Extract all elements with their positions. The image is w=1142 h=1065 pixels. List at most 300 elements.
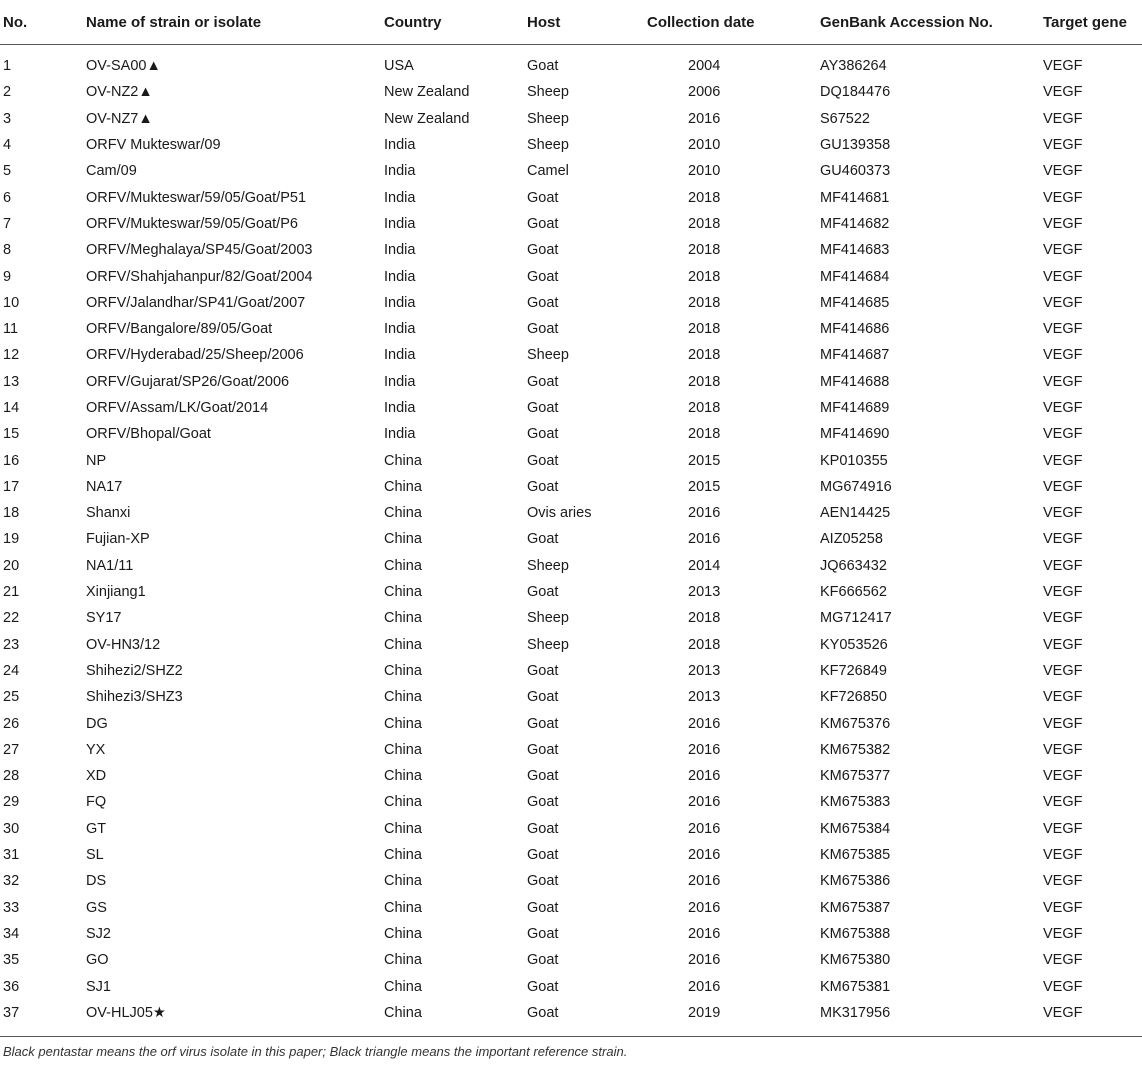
- table-bottom-rule: [0, 1036, 1142, 1037]
- cell-collection-date: 2019: [688, 1004, 721, 1021]
- cell-no: 24: [3, 662, 20, 679]
- cell-strain-name: GT: [86, 820, 107, 837]
- cell-collection-date: 2018: [688, 636, 721, 653]
- cell-collection-date: 2016: [688, 847, 721, 864]
- cell-host: Goat: [527, 531, 559, 548]
- cell-country: China: [384, 715, 422, 732]
- cell-no: 4: [3, 137, 12, 154]
- cell-target-gene: VEGF: [1043, 610, 1083, 627]
- cell-collection-date: 2016: [688, 899, 721, 916]
- cell-no: 28: [3, 768, 20, 785]
- cell-no: 11: [3, 321, 19, 338]
- cell-target-gene: VEGF: [1043, 215, 1083, 232]
- cell-host: Camel: [527, 163, 569, 180]
- cell-host: Goat: [527, 1004, 559, 1021]
- cell-country: India: [384, 268, 416, 285]
- cell-no: 12: [3, 347, 20, 364]
- cell-host: Sheep: [527, 610, 569, 627]
- cell-country: China: [384, 689, 422, 706]
- cell-genbank-accession: KY053526: [820, 636, 888, 653]
- cell-no: 9: [3, 268, 12, 285]
- cell-collection-date: 2016: [688, 820, 721, 837]
- cell-host: Goat: [527, 294, 559, 311]
- table-row: [0, 500, 1142, 526]
- cell-target-gene: VEGF: [1043, 84, 1083, 101]
- cell-genbank-accession: KM675384: [820, 820, 891, 837]
- cell-host: Goat: [527, 794, 559, 811]
- cell-collection-date: 2018: [688, 321, 721, 338]
- cell-target-gene: VEGF: [1043, 531, 1083, 548]
- cell-strain-name: FQ: [86, 794, 107, 811]
- header-collection-date: Collection date: [647, 0, 820, 45]
- table-header: [0, 0, 1142, 45]
- cell-host: Goat: [527, 689, 559, 706]
- cell-no: 26: [3, 715, 20, 732]
- cell-host: Goat: [527, 452, 559, 469]
- cell-target-gene: VEGF: [1043, 426, 1083, 443]
- cell-country: China: [384, 978, 422, 995]
- cell-collection-date: 2018: [688, 373, 721, 390]
- cell-target-gene: VEGF: [1043, 400, 1083, 416]
- table-row: [0, 447, 1142, 473]
- cell-target-gene: VEGF: [1043, 820, 1083, 837]
- cell-host: Goat: [527, 478, 559, 495]
- cell-host: Goat: [527, 189, 559, 206]
- cell-target-gene: VEGF: [1043, 242, 1083, 259]
- cell-target-gene: VEGF: [1043, 794, 1083, 811]
- cell-no: 29: [3, 794, 20, 811]
- table-row: [0, 684, 1142, 710]
- cell-target-gene: VEGF: [1043, 505, 1083, 522]
- cell-country: India: [384, 242, 416, 259]
- cell-target-gene: VEGF: [1043, 847, 1083, 864]
- cell-host: Goat: [527, 662, 559, 679]
- cell-strain-name: OV-HLJ05★: [86, 1004, 166, 1021]
- cell-country: China: [384, 557, 422, 574]
- table-row: [0, 316, 1142, 342]
- table-row: [0, 184, 1142, 210]
- cell-genbank-accession: MF414684: [820, 268, 890, 285]
- cell-strain-name: SJ1: [86, 978, 111, 995]
- cell-strain-name: SL: [86, 847, 104, 864]
- cell-collection-date: 2016: [688, 715, 721, 732]
- cell-host: Goat: [527, 373, 559, 390]
- cell-genbank-accession: KF726849: [820, 662, 887, 679]
- cell-genbank-accession: MF414681: [820, 189, 890, 206]
- cell-target-gene: VEGF: [1043, 952, 1083, 969]
- cell-host: Goat: [527, 426, 559, 443]
- cell-target-gene: VEGF: [1043, 689, 1083, 706]
- cell-strain-name: ORFV Mukteswar/09: [86, 137, 221, 154]
- cell-target-gene: VEGF: [1043, 662, 1083, 679]
- cell-target-gene: VEGF: [1043, 557, 1083, 574]
- cell-collection-date: 2016: [688, 952, 721, 969]
- cell-target-gene: VEGF: [1043, 163, 1083, 180]
- cell-genbank-accession: KM675386: [820, 873, 891, 890]
- cell-country: China: [384, 505, 422, 522]
- cell-no: 30: [3, 820, 20, 837]
- cell-target-gene: VEGF: [1043, 321, 1083, 338]
- cell-no: 8: [3, 242, 12, 259]
- cell-genbank-accession: AIZ05258: [820, 531, 883, 548]
- cell-country: India: [384, 137, 416, 154]
- cell-host: Goat: [527, 899, 559, 916]
- cell-strain-name: YX: [86, 741, 106, 758]
- cell-collection-date: 2018: [688, 347, 721, 364]
- table-row: [0, 816, 1142, 842]
- cell-collection-date: 2018: [688, 426, 721, 443]
- cell-strain-name: ORFV/Bangalore/89/05/Goat: [86, 321, 273, 338]
- cell-no: 22: [3, 610, 20, 627]
- cell-collection-date: 2014: [688, 557, 721, 574]
- cell-target-gene: VEGF: [1043, 137, 1083, 154]
- cell-country: India: [384, 373, 416, 390]
- cell-country: India: [384, 400, 416, 416]
- cell-genbank-accession: KM675387: [820, 899, 891, 916]
- cell-country: New Zealand: [384, 84, 470, 101]
- cell-host: Goat: [527, 978, 559, 995]
- cell-host: Sheep: [527, 557, 569, 574]
- table-row: [0, 553, 1142, 579]
- cell-collection-date: 2015: [688, 478, 721, 495]
- cell-country: China: [384, 794, 422, 811]
- cell-target-gene: VEGF: [1043, 741, 1083, 758]
- cell-no: 27: [3, 741, 20, 758]
- header-target-gene: Target gene: [1043, 0, 1142, 45]
- cell-collection-date: 2016: [688, 925, 721, 942]
- cell-strain-name: XD: [86, 768, 107, 785]
- cell-no: 14: [3, 400, 20, 416]
- table-row: [0, 895, 1142, 921]
- table-row: [0, 342, 1142, 368]
- cell-genbank-accession: KM675383: [820, 794, 891, 811]
- cell-genbank-accession: S67522: [820, 110, 870, 127]
- cell-host: Goat: [527, 58, 559, 75]
- cell-target-gene: VEGF: [1043, 373, 1083, 390]
- cell-genbank-accession: AEN14425: [820, 505, 891, 522]
- cell-collection-date: 2015: [688, 452, 721, 469]
- cell-country: China: [384, 584, 422, 601]
- cell-target-gene: VEGF: [1043, 1004, 1083, 1021]
- table-row: [0, 237, 1142, 263]
- cell-target-gene: VEGF: [1043, 268, 1083, 285]
- cell-genbank-accession: MF414682: [820, 215, 890, 232]
- cell-strain-name: OV-HN3/12: [86, 636, 161, 653]
- cell-no: 13: [3, 373, 20, 390]
- cell-genbank-accession: GU139358: [820, 137, 891, 154]
- table-row: [0, 921, 1142, 947]
- cell-strain-name: ORFV/Hyderabad/25/Sheep/2006: [86, 347, 304, 364]
- cell-country: China: [384, 741, 422, 758]
- cell-genbank-accession: KM675376: [820, 715, 891, 732]
- table-row: [0, 158, 1142, 184]
- table-row: [0, 789, 1142, 815]
- cell-strain-name: NP: [86, 452, 107, 469]
- header-strain-name: Name of strain or isolate: [83, 0, 384, 45]
- cell-collection-date: 2018: [688, 189, 721, 206]
- cell-collection-date: 2016: [688, 741, 721, 758]
- cell-collection-date: 2004: [688, 58, 721, 75]
- table-row: [0, 973, 1142, 999]
- cell-country: India: [384, 215, 416, 232]
- cell-host: Goat: [527, 952, 559, 969]
- header-country: Country: [384, 0, 527, 45]
- cell-genbank-accession: KM675385: [820, 847, 891, 864]
- cell-host: Goat: [527, 741, 559, 758]
- cell-collection-date: 2016: [688, 531, 721, 548]
- cell-no: 25: [3, 689, 20, 706]
- cell-country: China: [384, 662, 422, 679]
- cell-host: Goat: [527, 584, 559, 601]
- cell-genbank-accession: MF414685: [820, 294, 890, 311]
- cell-genbank-accession: MF414690: [820, 426, 890, 443]
- table-row: [0, 526, 1142, 552]
- cell-genbank-accession: MG712417: [820, 610, 892, 627]
- cell-genbank-accession: MF414683: [820, 242, 890, 259]
- cell-strain-name: NA1/11: [86, 557, 134, 574]
- cell-host: Goat: [527, 847, 559, 864]
- cell-country: China: [384, 452, 422, 469]
- cell-genbank-accession: MF414687: [820, 347, 890, 364]
- cell-target-gene: VEGF: [1043, 58, 1083, 75]
- table-row: [0, 395, 1142, 421]
- cell-target-gene: VEGF: [1043, 636, 1083, 653]
- cell-country: China: [384, 820, 422, 837]
- cell-country: India: [384, 294, 416, 311]
- cell-no: 18: [3, 505, 20, 522]
- cell-strain-name: ORFV/Jalandhar/SP41/Goat/2007: [86, 294, 306, 311]
- cell-strain-name: DS: [86, 873, 107, 890]
- table-row: [0, 106, 1142, 132]
- cell-genbank-accession: KM675381: [820, 978, 891, 995]
- cell-host: Sheep: [527, 110, 569, 127]
- cell-no: 6: [3, 189, 12, 206]
- cell-country: China: [384, 925, 422, 942]
- cell-collection-date: 2013: [688, 689, 721, 706]
- cell-strain-name: ORFV/Mukteswar/59/05/Goat/P6: [86, 215, 298, 232]
- table-row: [0, 79, 1142, 105]
- cell-country: China: [384, 768, 422, 785]
- cell-strain-name: DG: [86, 715, 108, 732]
- table-row: [0, 1000, 1142, 1032]
- cell-genbank-accession: AY386264: [820, 58, 887, 75]
- cell-country: China: [384, 531, 422, 548]
- cell-no: 31: [3, 847, 20, 864]
- cell-genbank-accession: KM675388: [820, 925, 891, 942]
- table-row: [0, 763, 1142, 789]
- cell-genbank-accession: MF414689: [820, 400, 890, 416]
- cell-target-gene: VEGF: [1043, 110, 1083, 127]
- cell-target-gene: VEGF: [1043, 899, 1083, 916]
- cell-host: Sheep: [527, 137, 569, 154]
- cell-genbank-accession: MF414686: [820, 321, 890, 338]
- cell-collection-date: 2018: [688, 268, 721, 285]
- table-row: [0, 369, 1142, 395]
- table-row: [0, 263, 1142, 289]
- cell-no: 20: [3, 557, 20, 574]
- cell-collection-date: 2016: [688, 978, 721, 995]
- cell-target-gene: VEGF: [1043, 478, 1083, 495]
- table-row: [0, 211, 1142, 237]
- cell-collection-date: 2018: [688, 400, 721, 416]
- cell-target-gene: VEGF: [1043, 294, 1083, 311]
- cell-genbank-accession: MK317956: [820, 1004, 891, 1021]
- cell-strain-name: Fujian-XP: [86, 531, 150, 548]
- cell-strain-name: OV-NZ2▲: [86, 84, 153, 101]
- cell-target-gene: VEGF: [1043, 925, 1083, 942]
- cell-genbank-accession: KP010355: [820, 452, 888, 469]
- cell-strain-name: ORFV/Meghalaya/SP45/Goat/2003: [86, 242, 313, 259]
- cell-country: China: [384, 636, 422, 653]
- cell-strain-name: OV-NZ7▲: [86, 110, 153, 127]
- cell-host: Goat: [527, 400, 559, 416]
- cell-genbank-accession: KF726850: [820, 689, 887, 706]
- cell-strain-name: Xinjiang1: [86, 584, 146, 601]
- cell-strain-name: GS: [86, 899, 107, 916]
- cell-strain-name: ORFV/Shahjahanpur/82/Goat/2004: [86, 268, 313, 285]
- cell-genbank-accession: DQ184476: [820, 84, 891, 101]
- cell-collection-date: 2013: [688, 662, 721, 679]
- cell-collection-date: 2010: [688, 137, 721, 154]
- table-row: [0, 842, 1142, 868]
- cell-country: China: [384, 478, 422, 495]
- cell-strain-name: ORFV/Bhopal/Goat: [86, 426, 211, 443]
- header-host: Host: [527, 0, 647, 45]
- table-row: [0, 45, 1142, 80]
- cell-collection-date: 2018: [688, 242, 721, 259]
- cell-collection-date: 2016: [688, 110, 721, 127]
- cell-genbank-accession: KM675380: [820, 952, 891, 969]
- cell-country: China: [384, 952, 422, 969]
- cell-collection-date: 2016: [688, 873, 721, 890]
- cell-collection-date: 2013: [688, 584, 721, 601]
- cell-host: Goat: [527, 268, 559, 285]
- header-genbank-accession: GenBank Accession No.: [820, 0, 1043, 45]
- cell-collection-date: 2016: [688, 505, 721, 522]
- cell-no: 32: [3, 873, 20, 890]
- cell-no: 15: [3, 426, 20, 443]
- table-row: [0, 658, 1142, 684]
- cell-genbank-accession: KF666562: [820, 584, 887, 601]
- cell-genbank-accession: KM675377: [820, 768, 891, 785]
- cell-strain-name: Shihezi3/SHZ3: [86, 689, 183, 706]
- cell-no: 2: [3, 84, 12, 101]
- table-row: [0, 132, 1142, 158]
- cell-host: Ovis aries: [527, 505, 592, 522]
- cell-no: 37: [3, 1004, 20, 1021]
- cell-strain-name: OV-SA00▲: [86, 58, 161, 75]
- cell-collection-date: 2018: [688, 610, 721, 627]
- cell-host: Goat: [527, 215, 559, 232]
- cell-country: China: [384, 1004, 422, 1021]
- table-row: [0, 632, 1142, 658]
- cell-country: India: [384, 321, 416, 338]
- cell-collection-date: 2006: [688, 84, 721, 101]
- cell-no: 7: [3, 215, 12, 232]
- cell-host: Goat: [527, 925, 559, 942]
- cell-no: 19: [3, 531, 20, 548]
- cell-no: 34: [3, 925, 20, 942]
- cell-no: 35: [3, 952, 20, 969]
- cell-collection-date: 2010: [688, 163, 721, 180]
- cell-genbank-accession: KM675382: [820, 741, 891, 758]
- cell-strain-name: Cam/09: [86, 163, 137, 180]
- cell-host: Goat: [527, 820, 559, 837]
- table-row: [0, 605, 1142, 631]
- table-footnote: Black pentastar means the orf virus isolate in this paper; Black triangle means the important reference strain.: [3, 1044, 628, 1059]
- cell-country: New Zealand: [384, 110, 470, 127]
- cell-strain-name: SY17: [86, 610, 122, 627]
- cell-target-gene: VEGF: [1043, 584, 1083, 601]
- cell-strain-name: ORFV/Assam/LK/Goat/2014: [86, 400, 269, 416]
- cell-strain-name: ORFV/Gujarat/SP26/Goat/2006: [86, 373, 290, 390]
- cell-target-gene: VEGF: [1043, 978, 1083, 995]
- cell-collection-date: 2016: [688, 794, 721, 811]
- cell-target-gene: VEGF: [1043, 452, 1083, 469]
- cell-genbank-accession: GU460373: [820, 163, 891, 180]
- cell-country: China: [384, 873, 422, 890]
- cell-genbank-accession: JQ663432: [820, 557, 887, 574]
- table-row: [0, 868, 1142, 894]
- cell-country: India: [384, 189, 416, 206]
- table-row: [0, 290, 1142, 316]
- table-row: [0, 947, 1142, 973]
- table-row: [0, 710, 1142, 736]
- cell-no: 17: [3, 478, 20, 495]
- cell-target-gene: VEGF: [1043, 873, 1083, 890]
- header-no: No.: [0, 0, 83, 45]
- cell-country: China: [384, 847, 422, 864]
- table-body: [0, 45, 1142, 1032]
- cell-strain-name: Shihezi2/SHZ2: [86, 662, 183, 679]
- cell-no: 1: [3, 58, 12, 75]
- cell-no: 23: [3, 636, 20, 653]
- cell-country: USA: [384, 58, 414, 75]
- table-row: [0, 579, 1142, 605]
- cell-strain-name: SJ2: [86, 925, 111, 942]
- cell-host: Goat: [527, 768, 559, 785]
- table-row: [0, 737, 1142, 763]
- cell-no: 16: [3, 452, 20, 469]
- cell-strain-name: Shanxi: [86, 505, 131, 522]
- header-row: [0, 0, 1142, 45]
- cell-no: 33: [3, 899, 20, 916]
- table-row: [0, 421, 1142, 447]
- cell-strain-name: NA17: [86, 478, 123, 495]
- cell-country: China: [384, 610, 422, 627]
- cell-strain-name: ORFV/Mukteswar/59/05/Goat/P51: [86, 189, 307, 206]
- cell-host: Sheep: [527, 636, 569, 653]
- cell-collection-date: 2016: [688, 768, 721, 785]
- cell-no: 21: [3, 584, 20, 601]
- cell-target-gene: VEGF: [1043, 189, 1083, 206]
- cell-target-gene: VEGF: [1043, 715, 1083, 732]
- cell-no: 3: [3, 110, 12, 127]
- cell-country: China: [384, 899, 422, 916]
- cell-country: India: [384, 426, 416, 443]
- cell-collection-date: 2018: [688, 215, 721, 232]
- cell-host: Sheep: [527, 347, 569, 364]
- cell-strain-name: GO: [86, 952, 109, 969]
- cell-country: India: [384, 163, 416, 180]
- cell-collection-date: 2018: [688, 294, 721, 311]
- table-row: [0, 474, 1142, 500]
- cell-no: 10: [3, 294, 20, 311]
- cell-no: 36: [3, 978, 20, 995]
- cell-target-gene: VEGF: [1043, 347, 1083, 364]
- cell-host: Goat: [527, 321, 559, 338]
- cell-host: Goat: [527, 242, 559, 259]
